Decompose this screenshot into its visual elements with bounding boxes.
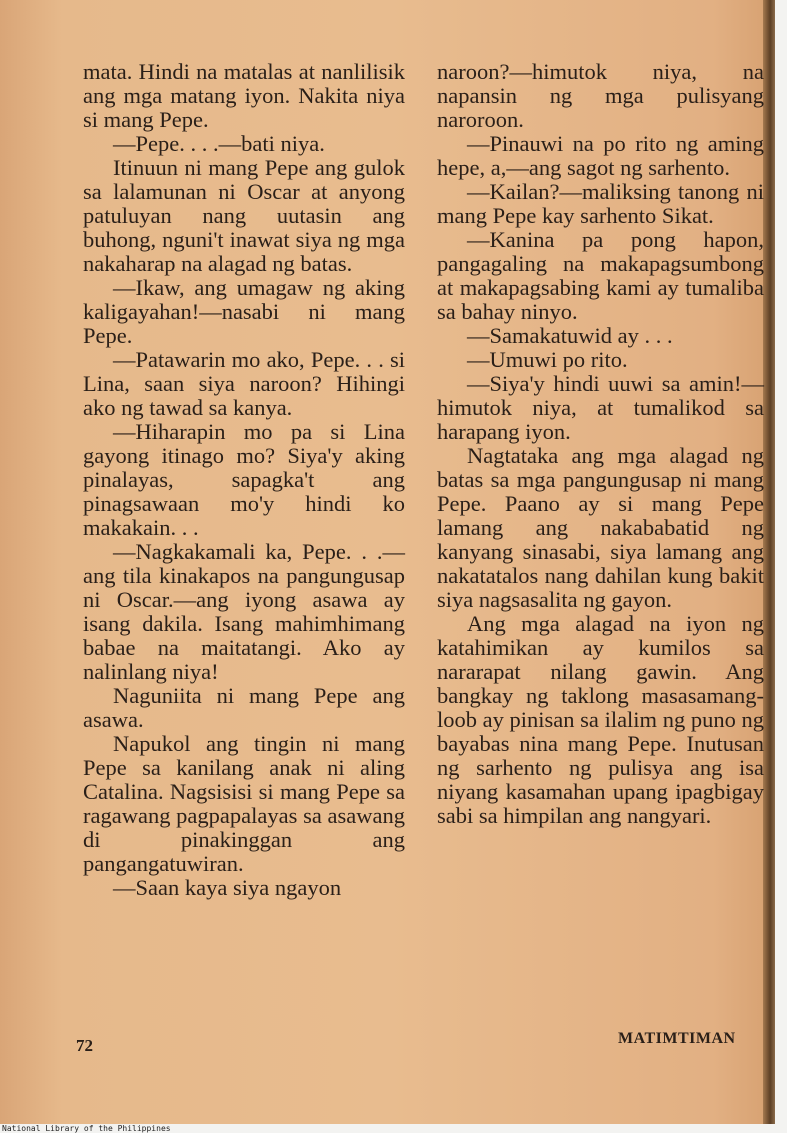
running-footer: MATIMTIMAN xyxy=(618,1030,736,1047)
right-text-column xyxy=(437,60,764,828)
paragraph: —Umuwi po rito. xyxy=(467,347,628,372)
page-number: 72 xyxy=(76,1036,93,1055)
paragraph: —Kailan?—maliksing tanong ni mang Pepe kay sarhento Sikat. xyxy=(437,179,764,228)
paragraph: Itinuun ni mang Pepe ang gulok sa lalamunan ni Oscar at anyong patuluyan nang uutasin ang buhong, nguni't inawat siya ng mga nakaharap na alagad ng batas. xyxy=(83,155,405,276)
paragraph: Napukol ang tingin ni mang Pepe sa kanilang anak ni aling Catalina. Nagsisisi si mang Pepe sa ragawang pagpapalayas sa asawang di pinakinggan ang pangangatuwiran. xyxy=(83,731,405,876)
paragraph: —Samakatuwid ay . . . xyxy=(467,323,673,348)
paragraph: Naguniita ni mang Pepe ang asawa. xyxy=(83,683,405,732)
paragraph: naroon?—himutok niya, na napansin ng mga pulisyang naroroon. xyxy=(437,59,764,132)
paragraph: —Patawarin mo ako, Pepe. . . si Lina, saan siya naroon? Hihingi ako ng tawad sa kanya. xyxy=(83,347,405,420)
paragraph: —Pinauwi na po rito ng aming hepe, a,—ang sagot ng sarhento. xyxy=(437,131,764,180)
paragraph: —Siya'y hindi uuwi sa amin!—himutok niya, at tumalikod sa harapang iyon. xyxy=(437,371,764,444)
paragraph: —Pepe. . . .—bati niya. xyxy=(113,131,325,156)
paragraph: Nagtataka ang mga alagad ng batas sa mga pangungusap ni mang Pepe. Paano ay si mang Pepe lamang ang nakababatid ng kanyang sinasabi, siya lamang ang nakatatalos nang dahilan kung bakit siya nagsasalita ng gayon. xyxy=(437,443,764,612)
paragraph: mata. Hindi na matalas at nanlilisik ang mga matang iyon. Nakita niya si mang Pepe. xyxy=(83,59,405,132)
left-text-column xyxy=(83,60,405,900)
paragraph: —Nagkakamali ka, Pepe. . .—ang tila kinakapos na pangungusap ni Oscar.—ang iyong asawa ay isang dakila. Isang mahimhimang babae na maitatangi. Ako ay nalinlang niya! xyxy=(83,539,405,684)
paragraph: Ang mga alagad na iyon ng katahimikan ay kumilos sa nararapat nilang gawin. Ang bangkay ng taklong masasamang-loob ay pinisan sa ilalim ng puno ng bayabas nina mang Pepe. Inutusan ng sarhento ng pulisya ang isa niyang kasamahan upang ipagbigay sabi sa himpilan ang nangyari. xyxy=(437,611,764,828)
paragraph: —Saan kaya siya ngayon xyxy=(113,875,342,900)
paragraph: —Hiharapin mo pa si Lina gayong itinago mo? Siya'y aking pinalayas, sapagka't ang pinagsawaan mo'y hindi ko makakain. . . xyxy=(83,419,405,540)
paragraph: —Kanina pa pong hapon, pangagaling na makapagsumbong at makapagsabing kami ay tumaliba sa bahay ninyo. xyxy=(437,227,764,324)
paragraph: —Ikaw, ang umagaw ng aking kaligayahan!—nasabi ni mang Pepe. xyxy=(83,275,405,348)
page-spine-shadow xyxy=(763,0,775,1124)
credit-line: National Library of the Philippines xyxy=(2,1124,171,1133)
